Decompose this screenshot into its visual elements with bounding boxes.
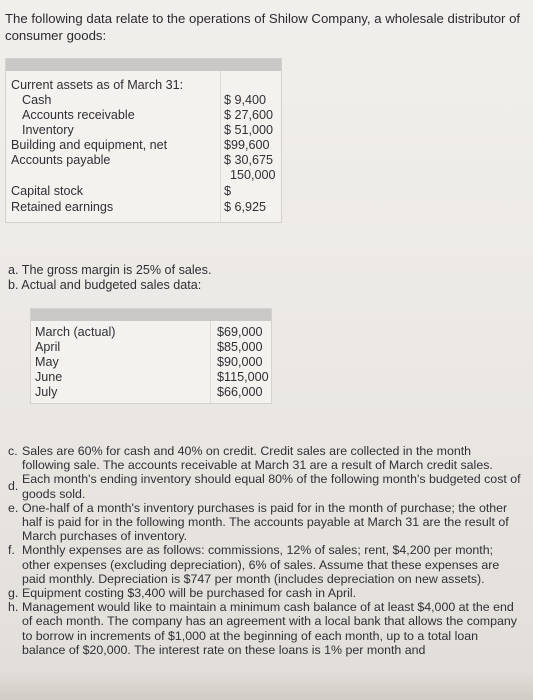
table-row bbox=[6, 137, 281, 153]
page-shadow bbox=[0, 670, 533, 700]
row-label: Inventory bbox=[22, 123, 74, 137]
notes-list bbox=[8, 444, 522, 657]
row-value: $66,000 bbox=[217, 385, 263, 399]
table-row bbox=[6, 92, 281, 108]
note-key: g. bbox=[8, 586, 19, 601]
table-row bbox=[31, 384, 271, 400]
row-label: April bbox=[35, 340, 61, 354]
row-label: June bbox=[35, 370, 63, 384]
note-c bbox=[8, 444, 522, 472]
table-row bbox=[6, 183, 281, 199]
table-row bbox=[31, 369, 271, 385]
row-value: $ 9,400 bbox=[224, 93, 267, 107]
row-label: Capital stock bbox=[11, 184, 84, 198]
balance-header: Current assets as of March 31: bbox=[11, 78, 184, 92]
row-value: $99,600 bbox=[224, 138, 270, 152]
table-row bbox=[6, 122, 281, 138]
item-a: a. The gross margin is 25% of sales. bbox=[8, 263, 212, 277]
table-row bbox=[6, 167, 281, 183]
intro-paragraph: The following data relate to the operations of Shilow Company, a wholesale distributor of consumer goods: bbox=[5, 11, 521, 43]
items-ab bbox=[8, 263, 211, 293]
note-key: h. bbox=[8, 600, 19, 615]
row-value: $85,000 bbox=[217, 340, 263, 354]
note-key: c. bbox=[8, 444, 18, 458]
row-value: $ 51,000 bbox=[224, 123, 274, 137]
row-value: $ 30,675 bbox=[224, 153, 274, 167]
note-f bbox=[8, 543, 522, 586]
note-g bbox=[8, 586, 522, 600]
note-text: Management would like to maintain a minimum cash balance of at least $4,000 at the end of each month. The company has an agreement with a local bank that allows the company to borrow in increments of $1,000 at the beginning of each month, up to a total loan balance of $20,000. The interest rate on these loans is 1% per month and bbox=[22, 600, 517, 657]
table-row bbox=[31, 324, 271, 340]
row-value: $ 6,925 bbox=[224, 200, 267, 214]
row-value: 150,000 bbox=[230, 168, 276, 182]
row-value: $ bbox=[224, 184, 232, 198]
note-key: d. bbox=[8, 479, 19, 494]
row-value: $90,000 bbox=[217, 355, 263, 369]
row-label: Retained earnings bbox=[11, 200, 114, 214]
note-d bbox=[8, 472, 522, 500]
note-e bbox=[8, 501, 522, 544]
note-text: Equipment costing $3,400 will be purchased for cash in April. bbox=[22, 586, 357, 601]
item-b: b. Actual and budgeted sales data: bbox=[8, 278, 202, 292]
row-label: Accounts payable bbox=[11, 153, 111, 167]
table-row bbox=[31, 354, 271, 370]
row-value: $ 27,600 bbox=[224, 108, 274, 122]
row-value: $69,000 bbox=[217, 325, 263, 339]
note-h bbox=[8, 600, 522, 657]
note-key: f. bbox=[8, 543, 15, 558]
table-header-bar bbox=[6, 59, 281, 71]
table-row bbox=[6, 199, 281, 215]
row-label: Accounts receivable bbox=[22, 108, 135, 122]
note-text: One-half of a month's inventory purchases is paid for in the month of purchase; the other half is paid for in the following month. The accounts payable at March 31 are the result of March purchases of inventory. bbox=[22, 500, 509, 544]
row-label: March (actual) bbox=[35, 325, 116, 339]
balance-sheet-table bbox=[5, 58, 282, 223]
balance-header-row bbox=[6, 77, 281, 93]
note-text: Sales are 60% for cash and 40% on credit. Credit sales are collected in the month following sale. The accounts receivable at March 31 are a result of March credit sales. bbox=[22, 444, 493, 473]
row-label: May bbox=[35, 355, 59, 369]
table-row bbox=[6, 107, 281, 123]
table-row bbox=[31, 339, 271, 355]
note-key: e. bbox=[8, 500, 19, 515]
row-label: July bbox=[35, 385, 58, 399]
table-row bbox=[6, 152, 281, 168]
row-value: $115,000 bbox=[217, 370, 269, 384]
row-label: Building and equipment, net bbox=[11, 138, 168, 152]
sales-table bbox=[30, 308, 272, 404]
table-header-bar bbox=[31, 309, 271, 321]
note-text: Each month's ending inventory should equal 80% of the following month's budgeted cost of goods sold. bbox=[22, 472, 521, 501]
row-label: Cash bbox=[22, 93, 52, 107]
note-text: Monthly expenses are as follows: commissions, 12% of sales; rent, $4,200 per month; other expenses (excluding depreciation), 6% of sales. Assume that these expenses are paid monthly. Depreciation is $747 per month (includes depreciation on new assets). bbox=[22, 543, 500, 586]
